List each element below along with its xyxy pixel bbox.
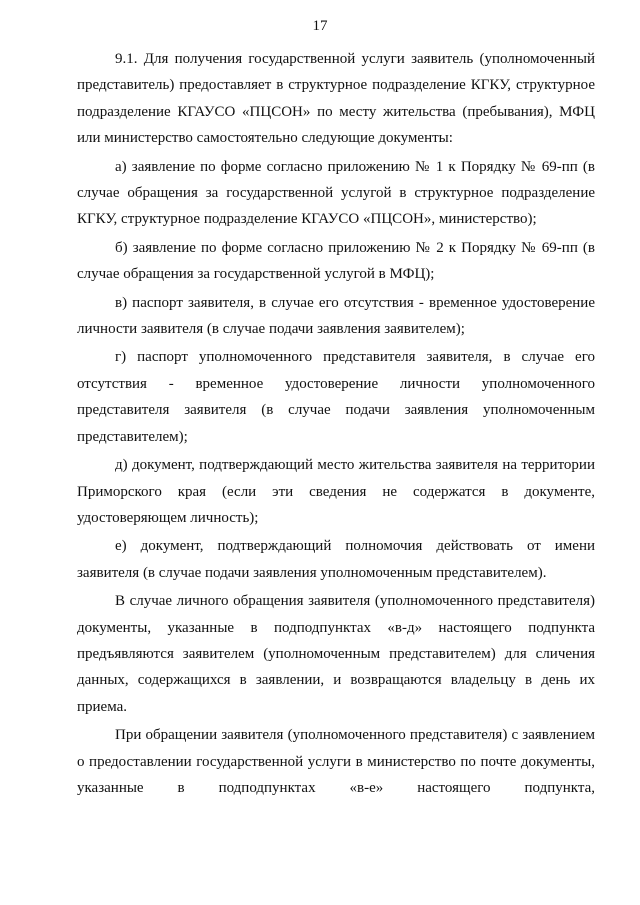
paragraph-item-g: г) паспорт уполномоченного представителя заявителя, в случае его отсутствия - временное удостоверение личности уполномоченного представителя заявителя (в случае подачи заявления уполномоченным представителем);: [77, 349, 595, 445]
paragraph-item-b: б) заявление по форме согласно приложению № 2 к Порядку № 69-пп (в случае обращения за государственной услугой в МФЦ);: [77, 239, 595, 283]
paragraph-personal-appeal: В случае личного обращения заявителя (уполномоченного представителя) документы, указанные в подподпунктах «в-д» настоящего подпункта предъявляются заявителем (уполномоченным представителем) для сличения данных, содержащихся в заявлении, и возвращаются владельцу в день их приема.: [77, 593, 595, 715]
paragraph-item-a: а) заявление по форме согласно приложению № 1 к Порядку № 69-пп (в случае обращения за государственной услугой в структурное подразделение КГКУ, структурное подразделение КГАУСО «ПЦСОН», министерство);: [77, 158, 595, 228]
paragraph-item-e: е) документ, подтверждающий полномочия действовать от имени заявителя (в случае подачи заявления уполномоченным представителем).: [77, 538, 595, 581]
paragraph-9-1: 9.1. Для получения государственной услуги заявитель (уполномоченный представитель) предоставляет в структурное подразделение КГКУ, структурное подразделение КГАУСО «ПЦСОН» по месту жительства (пребывания), МФЦ или министерство самостоятельно следующие документы:: [77, 51, 595, 147]
page-number: 17: [312, 18, 328, 34]
document-body: [77, 46, 595, 803]
paragraph-postal-appeal: При обращении заявителя (уполномоченного представителя) с заявлением о предоставлении государственной услуги в министерство по почте документы, указанные в подподпунктах «в-е» настоящего подпункта,: [77, 727, 595, 796]
paragraph-item-v: в) паспорт заявителя, в случае его отсутствия - временное удостоверение личности заявителя (в случае подачи заявления заявителем);: [77, 294, 595, 338]
paragraph-item-d: д) документ, подтверждающий место жительства заявителя на территории Приморского края (если эти сведения не содержатся в документе, удостоверяющем личность);: [77, 457, 595, 526]
